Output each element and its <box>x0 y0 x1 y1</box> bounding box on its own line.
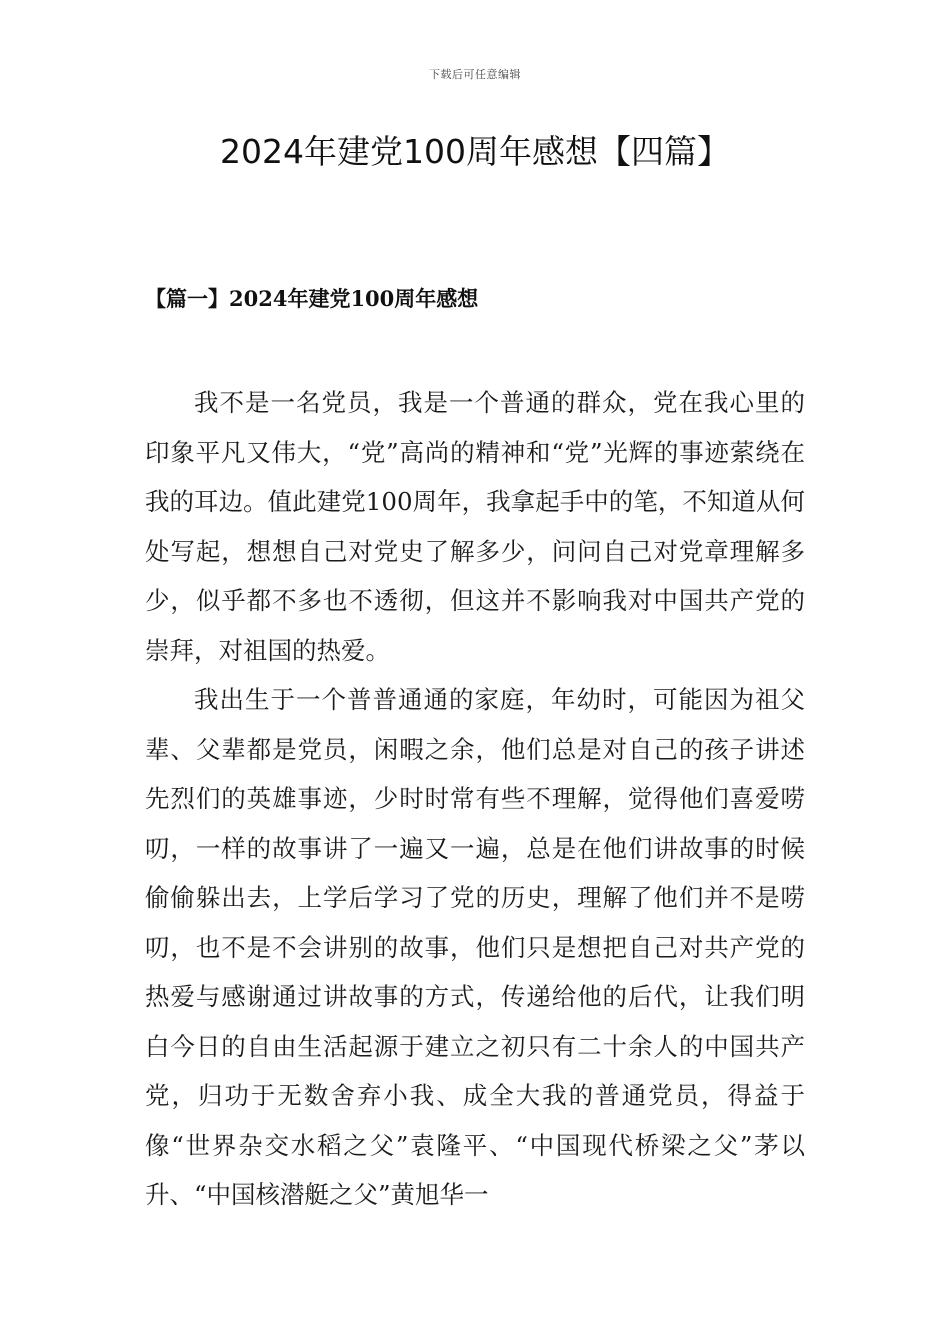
header-note: 下载后可任意编辑 <box>429 68 521 81</box>
section-heading: 【篇一】2024年建党100周年感想 <box>145 286 479 311</box>
document-title: 2024年建党100周年感想【四篇】 <box>220 132 730 171</box>
body-text <box>145 378 805 1220</box>
paragraph-2: 我出生于一个普普通通的家庭，年幼时，可能因为祖父辈、父辈都是党员，闲暇之余，他们总是对自己的孩子讲述先烈们的英雄事迹，少时时常有些不理解，觉得他们喜爱唠叨，一样的故事讲了一遍又一遍，总是在他们讲故事的时候偷偷躲出去，上学后学习了党的历史，理解了他们并不是唠叨，也不是不会讲别的故事，他们只是想把自己对共产党的热爱与感谢通过讲故事的方式，传递给他的后代，让我们明白今日的自由生活起源于建立之初只有二十余人的中国共产党，归功于无数舍弃小我、成全大我的普通党员，得益于像“世界杂交水稻之父”袁隆平、“中国现代桥梁之父”茅以升、“中国核潜艇之父”黄旭华一 <box>145 685 805 1209</box>
paragraph-1: 我不是一名党员，我是一个普通的群众，党在我心里的印象平凡又伟大，“党”高尚的精神和“党”光辉的事迹萦绕在我的耳边。值此建党100周年，我拿起手中的笔，不知道从何处写起，想想自己对党史了解多少，问问自己对党章理解多少，似乎都不多也不透彻，但这并不影响我对中国共产党的崇拜，对祖国的热爱。 <box>145 388 805 665</box>
